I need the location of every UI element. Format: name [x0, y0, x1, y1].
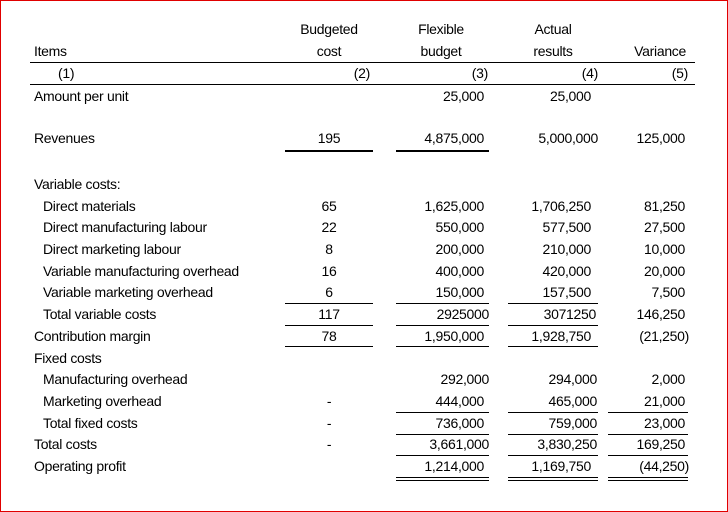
row-budgeted: 65 — [321, 198, 337, 214]
header-col4: (4) — [581, 65, 598, 81]
row-actual: 577,500 — [542, 219, 591, 235]
row-actual: 25,000 — [549, 88, 591, 104]
header-budgeted-line1: Budgeted — [300, 21, 358, 37]
row-variance: 169,250 — [636, 436, 685, 452]
row-label: Variable costs: — [34, 176, 121, 192]
row-label: Fixed costs — [34, 350, 102, 366]
contrib-rule-budgeted — [285, 346, 373, 347]
row-label: Operating profit — [34, 458, 126, 474]
row-label: Direct marketing labour — [43, 241, 181, 257]
row-flexible: 1,214,000 — [424, 458, 484, 474]
varcost-rule-flexible — [396, 303, 489, 304]
totalfixed-rule-actual — [508, 434, 598, 435]
row-actual: 157,500 — [542, 284, 591, 300]
row-flexible: 444,000 — [435, 393, 484, 409]
row-variance: 81,250 — [643, 198, 685, 214]
row-variance: 10,000 — [643, 241, 685, 257]
row-variance: (44,250) — [639, 458, 689, 474]
totalvar-rule-actual — [508, 325, 598, 326]
fixed-rule-actual — [508, 412, 598, 413]
header-variance: Variance — [634, 43, 686, 59]
header-col5: (5) — [671, 65, 688, 81]
row-variance: 125,000 — [636, 130, 685, 146]
totalcosts-rule-flexible — [396, 455, 489, 456]
row-label: Variable manufacturing overhead — [43, 263, 239, 279]
totalvar-rule-budgeted — [285, 325, 373, 326]
totalfixed-rule-variance — [608, 434, 688, 435]
row-variance: 27,500 — [643, 219, 685, 235]
revenues-rule-flexible — [396, 150, 489, 152]
contrib-rule-flexible — [396, 346, 489, 347]
row-actual: 3,830,250 — [537, 436, 597, 452]
header-items: Items — [34, 43, 67, 59]
row-label: Total fixed costs — [43, 415, 138, 431]
row-flexible: 1,625,000 — [424, 198, 484, 214]
row-budgeted: 22 — [321, 219, 337, 235]
row-flexible: 2925000 — [436, 306, 489, 322]
fixed-rule-flexible — [396, 412, 489, 413]
header-actual-line1: Actual — [534, 21, 572, 37]
header-flexible-line2: budget — [420, 43, 462, 59]
header-flexible-line1: Flexible — [418, 21, 464, 37]
row-budgeted: 8 — [325, 241, 333, 257]
row-budgeted: 16 — [321, 263, 337, 279]
row-variance: 23,000 — [643, 415, 685, 431]
contrib-rule-actual — [508, 346, 598, 347]
row-budgeted: 6 — [325, 284, 333, 300]
row-actual: 1,169,750 — [531, 458, 591, 474]
totalfixed-rule-flexible — [396, 434, 489, 435]
row-label: Direct manufacturing labour — [43, 219, 207, 235]
varcost-rule-budgeted — [285, 303, 373, 304]
revenues-rule-budgeted — [285, 150, 373, 152]
row-actual: 759,000 — [548, 415, 597, 431]
profit-double-rule-variance — [608, 477, 688, 481]
row-budgeted: - — [326, 436, 332, 452]
totalvar-rule-flexible — [396, 325, 489, 326]
totalcosts-rule-actual — [508, 455, 598, 456]
row-budgeted: - — [326, 393, 332, 409]
header-col3: (3) — [471, 65, 488, 81]
row-actual: 294,000 — [548, 371, 597, 387]
row-label: Total variable costs — [43, 306, 157, 322]
row-variance: 7,500 — [651, 284, 685, 300]
header-budgeted-line2: cost — [316, 43, 342, 59]
row-flexible: 200,000 — [435, 241, 484, 257]
profit-double-rule-flexible — [396, 477, 489, 481]
header-rule-top — [30, 62, 695, 63]
row-flexible: 25,000 — [442, 88, 484, 104]
row-variance: 146,250 — [636, 306, 685, 322]
row-label: Contribution margin — [34, 328, 151, 344]
row-actual: 420,000 — [542, 263, 591, 279]
row-actual: 1,928,750 — [531, 328, 591, 344]
row-variance: 21,000 — [643, 393, 685, 409]
row-flexible: 292,000 — [440, 371, 489, 387]
row-actual: 210,000 — [542, 241, 591, 257]
row-actual: 1,706,250 — [531, 198, 591, 214]
row-label: Revenues — [34, 130, 95, 146]
row-label: Variable marketing overhead — [43, 284, 213, 300]
row-label: Direct materials — [43, 198, 136, 214]
row-flexible: 400,000 — [435, 263, 484, 279]
row-flexible: 736,000 — [435, 415, 484, 431]
row-flexible: 3,661,000 — [429, 436, 489, 452]
row-label: Total costs — [34, 436, 97, 452]
row-variance: (21,250) — [639, 328, 689, 344]
totalcosts-rule-variance — [608, 455, 688, 456]
row-flexible: 1,950,000 — [424, 328, 484, 344]
row-budgeted: 195 — [317, 130, 341, 146]
header-col2: (2) — [353, 65, 370, 81]
row-actual: 3071250 — [543, 306, 596, 322]
varcost-rule-actual — [508, 303, 598, 304]
row-actual: 465,000 — [548, 393, 597, 409]
row-flexible: 150,000 — [435, 284, 484, 300]
row-label: Manufacturing overhead — [43, 371, 188, 387]
header-col1: (1) — [58, 65, 75, 81]
header-actual-line2: results — [533, 43, 573, 59]
row-flexible: 550,000 — [435, 219, 484, 235]
row-actual: 5,000,000 — [538, 130, 598, 146]
row-label: Amount per unit — [34, 88, 129, 104]
fixed-rule-variance — [608, 412, 688, 413]
row-budgeted: 78 — [321, 328, 337, 344]
profit-double-rule-actual — [508, 477, 598, 481]
row-flexible: 4,875,000 — [424, 130, 484, 146]
row-budgeted: 117 — [318, 306, 340, 322]
row-variance: 2,000 — [651, 371, 685, 387]
row-label: Marketing overhead — [43, 393, 162, 409]
row-budgeted: - — [326, 415, 332, 431]
header-rule-bottom — [30, 84, 695, 85]
row-variance: 20,000 — [643, 263, 685, 279]
